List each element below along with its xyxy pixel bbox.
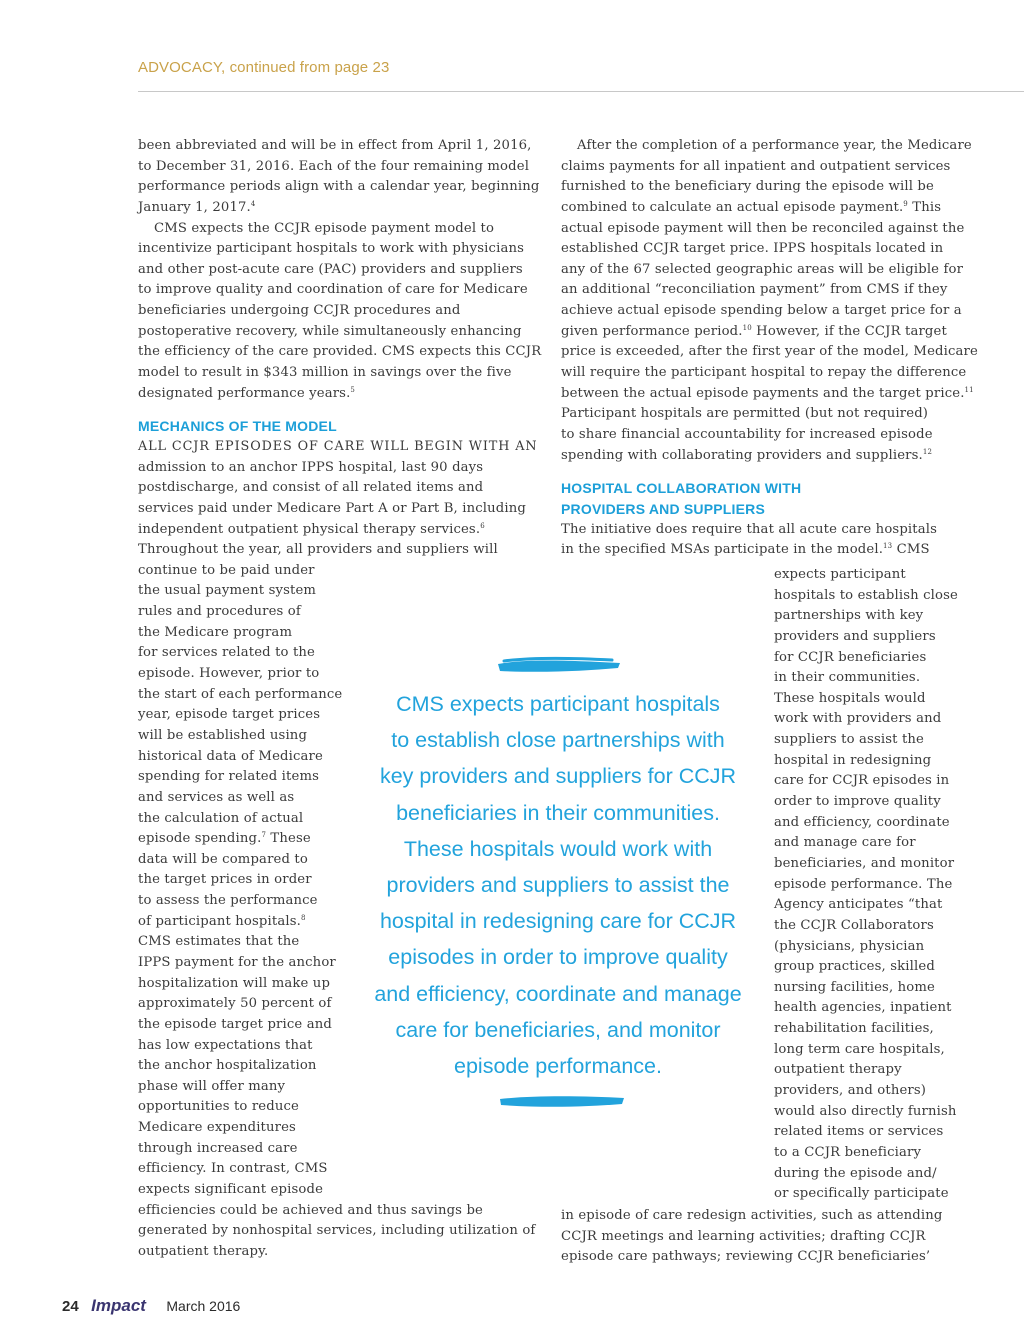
body-line: The initiative does require that all acute care hospitals	[561, 521, 938, 537]
body-line: continue to be paid under	[138, 562, 315, 578]
body-line: hospital in redesigning	[774, 752, 932, 768]
body-line: between the actual episode payments and the target price.$^{11}$	[561, 385, 974, 401]
body-line: the episode target price and	[138, 1016, 332, 1032]
body-line: hospitals to establish close	[774, 587, 959, 603]
body-line: postoperative recovery, while simultaneously enhancing	[138, 323, 522, 339]
body-line: in the specified MSAs participate in the model.$^{13}$ CMS	[561, 542, 930, 558]
body-line: January 1, 2017.$^4$	[138, 199, 256, 215]
body-line: combined to calculate an actual episode payment.$^9$ This	[561, 199, 942, 215]
pull-quote-line: to establish close partnerships with	[391, 728, 725, 753]
footnote-ref: 11	[964, 385, 974, 394]
footnote-ref: 4	[250, 199, 256, 208]
continued-from-header: ADVOCACY, continued from page 23	[138, 59, 390, 76]
body-line: actual episode payment will then be reconciled against the	[561, 220, 965, 236]
footnote-ref: 13	[883, 542, 893, 551]
body-line: group practices, skilled	[774, 959, 935, 975]
body-line: services paid under Medicare Part A or Part B, including	[138, 500, 526, 516]
body-line: of participant hospitals.$^8$	[138, 913, 306, 929]
pull-quote-line: episode performance.	[454, 1053, 662, 1078]
pull-quote-line: care for beneficiaries, and monitor	[395, 1017, 721, 1042]
body-line: CCJR meetings and learning activities; drafting CCJR	[561, 1228, 926, 1244]
body-line: for services related to the	[138, 645, 316, 661]
body-line: and services as well as	[138, 789, 295, 805]
issue-date: March 2016	[166, 1298, 241, 1314]
body-line: nursing facilities, home	[774, 979, 935, 995]
body-line: the CCJR Collaborators	[774, 917, 934, 933]
pull-quote-line: beneficiaries in their communities.	[396, 800, 720, 825]
body-line: the anchor hospitalization	[138, 1058, 317, 1074]
body-line: health agencies, inpatient	[774, 1000, 952, 1016]
body-line: any of the 67 selected geographic areas will be eligible for	[561, 261, 964, 277]
body-line: spending with collaborating providers and suppliers.$^{12}$	[561, 447, 933, 463]
body-line: hospitalization will make up	[138, 975, 331, 991]
body-line: designated performance years.$^5$	[138, 385, 356, 401]
body-line: the usual payment system	[138, 583, 317, 599]
section-heading: PROVIDERS AND SUPPLIERS	[561, 500, 766, 517]
body-line: independent outpatient physical therapy services.$^6$	[138, 521, 485, 537]
body-line: CMS estimates that the	[138, 934, 300, 950]
body-line: established CCJR target price. IPPS hospitals located in	[561, 241, 944, 257]
body-line: efficiencies could be achieved and thus savings be	[138, 1202, 483, 1218]
body-line: Participant hospitals are permitted (but not required)	[561, 406, 929, 422]
body-line: After the completion of a performance year, the Medicare	[577, 138, 972, 153]
body-line: will require the participant hospital to repay the difference	[561, 365, 967, 381]
body-line: phase will offer many	[138, 1078, 286, 1094]
body-line: incentivize participant hospitals to work with physicians	[138, 241, 525, 257]
body-line: expects participant	[774, 567, 906, 582]
header-divider	[138, 91, 1024, 92]
body-line: partnerships with key	[774, 608, 924, 624]
pull-quote-line: and efficiency, coordinate and manage	[374, 981, 742, 1006]
right-narrow-column	[774, 565, 958, 1205]
body-line: (physicians, physician	[774, 938, 925, 954]
pull-quote-line: CMS expects participant hospitals	[396, 692, 720, 716]
body-line: achieve actual episode spending below a target price for a	[561, 303, 962, 319]
spacer	[561, 466, 978, 478]
body-line: for CCJR beneficiaries	[774, 649, 927, 665]
body-line: work with providers and	[774, 711, 942, 727]
body-line: an additional “reconciliation payment” from CMS if they	[561, 282, 948, 298]
body-line: in episode of care redesign activities, such as attending	[561, 1208, 943, 1223]
body-line: providers and suppliers	[774, 628, 936, 644]
body-line: through increased care	[138, 1140, 298, 1156]
body-line: CMS expects the CCJR episode payment model to	[154, 220, 495, 236]
right-column-bottom	[561, 1206, 943, 1268]
body-line: data will be compared to	[138, 851, 308, 867]
body-line: model to result in $343 million in savings over the five	[138, 365, 512, 381]
pull-quote-line: key providers and suppliers for CCJR	[379, 764, 737, 789]
body-line: price is exceeded, after the first year of the model, Medicare	[561, 344, 978, 360]
lead-in-line: ALL CCJR EPISODES OF CARE WILL BEGIN WITH AN	[138, 438, 538, 454]
body-line: beneficiaries undergoing CCJR procedures and	[138, 303, 461, 319]
body-line: expects significant episode	[138, 1182, 324, 1198]
body-line: furnished to the beneficiary during the episode will be	[561, 179, 934, 195]
body-line: related items or services	[774, 1124, 944, 1140]
body-line: episode spending.$^7$ These	[138, 831, 311, 847]
body-line: during the episode and/	[774, 1165, 937, 1181]
footnote-ref: 5	[350, 385, 356, 394]
body-line: or specifically participate	[774, 1186, 949, 1202]
publication-name: Impact	[91, 1296, 146, 1315]
body-line: claims payments for all inpatient and outpatient services	[561, 158, 951, 174]
body-line: historical data of Medicare	[138, 748, 323, 764]
body-line: to a CCJR beneficiary	[774, 1144, 922, 1160]
body-line: Medicare expenditures	[138, 1120, 296, 1136]
right-column	[561, 136, 978, 561]
body-line: in their communities.	[774, 670, 921, 686]
body-line: suppliers to assist the	[774, 732, 924, 748]
body-line: These hospitals would	[774, 690, 926, 706]
body-line: approximately 50 percent of	[138, 996, 332, 1012]
body-line: to assess the performance	[138, 893, 318, 909]
body-line: admission to an anchor IPPS hospital, last 90 days	[138, 459, 484, 475]
body-line: performance periods align with a calendar year, beginning	[138, 179, 540, 195]
section-heading: MECHANICS OF THE MODEL	[138, 418, 337, 435]
body-line: order to improve quality	[774, 794, 941, 810]
pull-quote-line: These hospitals would work with	[403, 836, 713, 861]
pull-quote-line: hospital in redesigning care for CCJR	[379, 909, 737, 934]
body-line: will be established using	[138, 727, 308, 743]
footnote-ref: 9	[903, 199, 908, 208]
pull-quote	[356, 686, 760, 1084]
body-line: would also directly furnish	[774, 1103, 957, 1119]
body-line: has low expectations that	[138, 1037, 313, 1053]
body-line: rehabilitation facilities,	[774, 1021, 934, 1037]
body-line: postdischarge, and consist of all related items and	[138, 480, 484, 496]
footnote-ref: 6	[480, 521, 485, 530]
body-line: Throughout the year, all providers and suppliers will	[138, 542, 498, 558]
body-line: year, episode target prices	[138, 707, 321, 723]
body-line: the Medicare program	[138, 624, 293, 640]
body-line: and efficiency, coordinate	[774, 814, 950, 830]
pull-quote-line: episodes in order to improve quality	[388, 945, 728, 970]
body-line: to share financial accountability for increased episode	[561, 426, 933, 442]
body-line: opportunities to reduce	[138, 1099, 299, 1115]
body-line: beneficiaries, and monitor	[774, 855, 955, 871]
brush-stroke-bottom	[496, 1092, 628, 1112]
body-line: spending for related items	[138, 769, 320, 785]
body-line: episode. However, prior to	[138, 666, 320, 682]
body-line: and other post-acute care (PAC) providers and suppliers	[138, 261, 523, 277]
body-line: IPPS payment for the anchor	[138, 954, 336, 970]
body-line: the target prices in order	[138, 872, 312, 888]
footnote-ref: 10	[742, 323, 752, 332]
footnote-ref: 8	[300, 913, 306, 922]
body-line: the start of each performance	[138, 686, 343, 702]
page-number: 24	[62, 1298, 79, 1315]
body-line: been abbreviated and will be in effect from April 1, 2016,	[138, 138, 532, 153]
body-line: episode performance. The	[774, 876, 953, 892]
footnote-ref: 12	[922, 447, 933, 456]
body-line: the efficiency of the care provided. CMS expects this CCJR	[138, 344, 542, 360]
body-line: to December 31, 2016. Each of the four remaining model	[138, 158, 530, 174]
body-line: care for CCJR episodes in	[774, 773, 950, 789]
page-footer	[62, 1296, 240, 1316]
body-line: given performance period.$^{10}$ However, if the CCJR target	[561, 323, 947, 339]
body-line: to improve quality and coordination of care for Medicare	[138, 282, 528, 298]
body-line: rules and procedures of	[138, 604, 301, 620]
pull-quote-line: providers and suppliers to assist the	[386, 872, 730, 897]
body-line: efficiency. In contrast, CMS	[138, 1161, 328, 1177]
body-line: long term care hospitals,	[774, 1041, 945, 1057]
body-line: providers, and others)	[774, 1083, 927, 1099]
body-line: outpatient therapy.	[138, 1243, 269, 1259]
body-line: and manage care for	[774, 835, 916, 851]
brush-stroke-top	[494, 655, 624, 677]
body-line: the calculation of actual	[138, 810, 304, 826]
body-line: Agency anticipates “that	[774, 897, 943, 913]
body-line: generated by nonhospital services, including utilization of	[138, 1223, 536, 1239]
section-heading: HOSPITAL COLLABORATION WITH	[561, 480, 802, 497]
body-line: outpatient therapy	[774, 1062, 902, 1078]
footnote-ref: 7	[261, 831, 267, 840]
body-line: episode care pathways; reviewing CCJR beneficiaries’	[561, 1249, 931, 1265]
spacer	[138, 404, 541, 416]
